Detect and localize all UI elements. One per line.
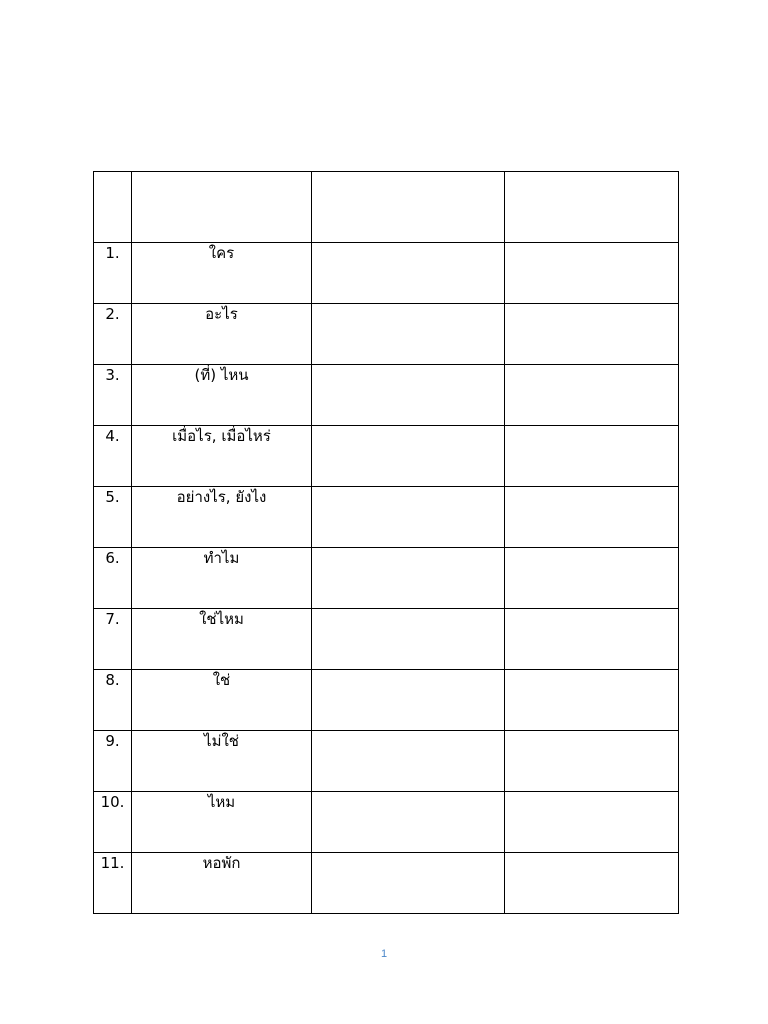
row-word: (ที่) ไหน xyxy=(132,365,312,426)
table-row xyxy=(94,670,679,731)
table-row xyxy=(94,731,679,792)
row-blank-cell xyxy=(312,426,505,487)
row-blank-cell xyxy=(312,792,505,853)
table-row xyxy=(94,548,679,609)
table-header-row xyxy=(94,172,679,243)
row-number: 2. xyxy=(94,304,132,365)
row-blank-cell xyxy=(505,487,679,548)
table-row xyxy=(94,304,679,365)
row-number: 5. xyxy=(94,487,132,548)
row-blank-cell xyxy=(312,304,505,365)
table-row xyxy=(94,792,679,853)
row-blank-cell xyxy=(505,792,679,853)
row-blank-cell xyxy=(312,853,505,914)
row-number: 1. xyxy=(94,243,132,304)
row-word: ใช่ xyxy=(132,670,312,731)
row-blank-cell xyxy=(312,365,505,426)
row-word: ไหม xyxy=(132,792,312,853)
table-row xyxy=(94,487,679,548)
row-word: ใช่ไหม xyxy=(132,609,312,670)
row-number: 3. xyxy=(94,365,132,426)
row-blank-cell xyxy=(312,670,505,731)
vocabulary-table xyxy=(93,171,679,914)
row-number: 6. xyxy=(94,548,132,609)
row-blank-cell xyxy=(312,243,505,304)
header-cell-blank-1 xyxy=(312,172,505,243)
vocabulary-table-body xyxy=(94,172,679,914)
row-blank-cell xyxy=(505,731,679,792)
table-row xyxy=(94,853,679,914)
row-blank-cell xyxy=(505,853,679,914)
row-blank-cell xyxy=(312,609,505,670)
page-number: 1 xyxy=(380,948,388,960)
row-word: ทำไม xyxy=(132,548,312,609)
row-number: 11. xyxy=(94,853,132,914)
row-number: 4. xyxy=(94,426,132,487)
header-cell-word xyxy=(132,172,312,243)
row-word: ไม่ใช่ xyxy=(132,731,312,792)
header-cell-blank-2 xyxy=(505,172,679,243)
row-blank-cell xyxy=(505,548,679,609)
row-number: 8. xyxy=(94,670,132,731)
row-number: 7. xyxy=(94,609,132,670)
row-number: 10. xyxy=(94,792,132,853)
row-blank-cell xyxy=(505,670,679,731)
row-word: อย่างไร, ยังไง xyxy=(132,487,312,548)
row-word: อะไร xyxy=(132,304,312,365)
row-blank-cell xyxy=(312,548,505,609)
row-blank-cell xyxy=(312,487,505,548)
row-blank-cell xyxy=(505,365,679,426)
table-row xyxy=(94,426,679,487)
row-word: หอพัก xyxy=(132,853,312,914)
row-number: 9. xyxy=(94,731,132,792)
row-blank-cell xyxy=(505,426,679,487)
header-cell-number xyxy=(94,172,132,243)
row-blank-cell xyxy=(312,731,505,792)
table-row xyxy=(94,609,679,670)
row-word: เมื่อไร, เมื่อไหร่ xyxy=(132,426,312,487)
table-row xyxy=(94,365,679,426)
row-blank-cell xyxy=(505,304,679,365)
row-word: ใคร xyxy=(132,243,312,304)
row-blank-cell xyxy=(505,609,679,670)
table-row xyxy=(94,243,679,304)
row-blank-cell xyxy=(505,243,679,304)
